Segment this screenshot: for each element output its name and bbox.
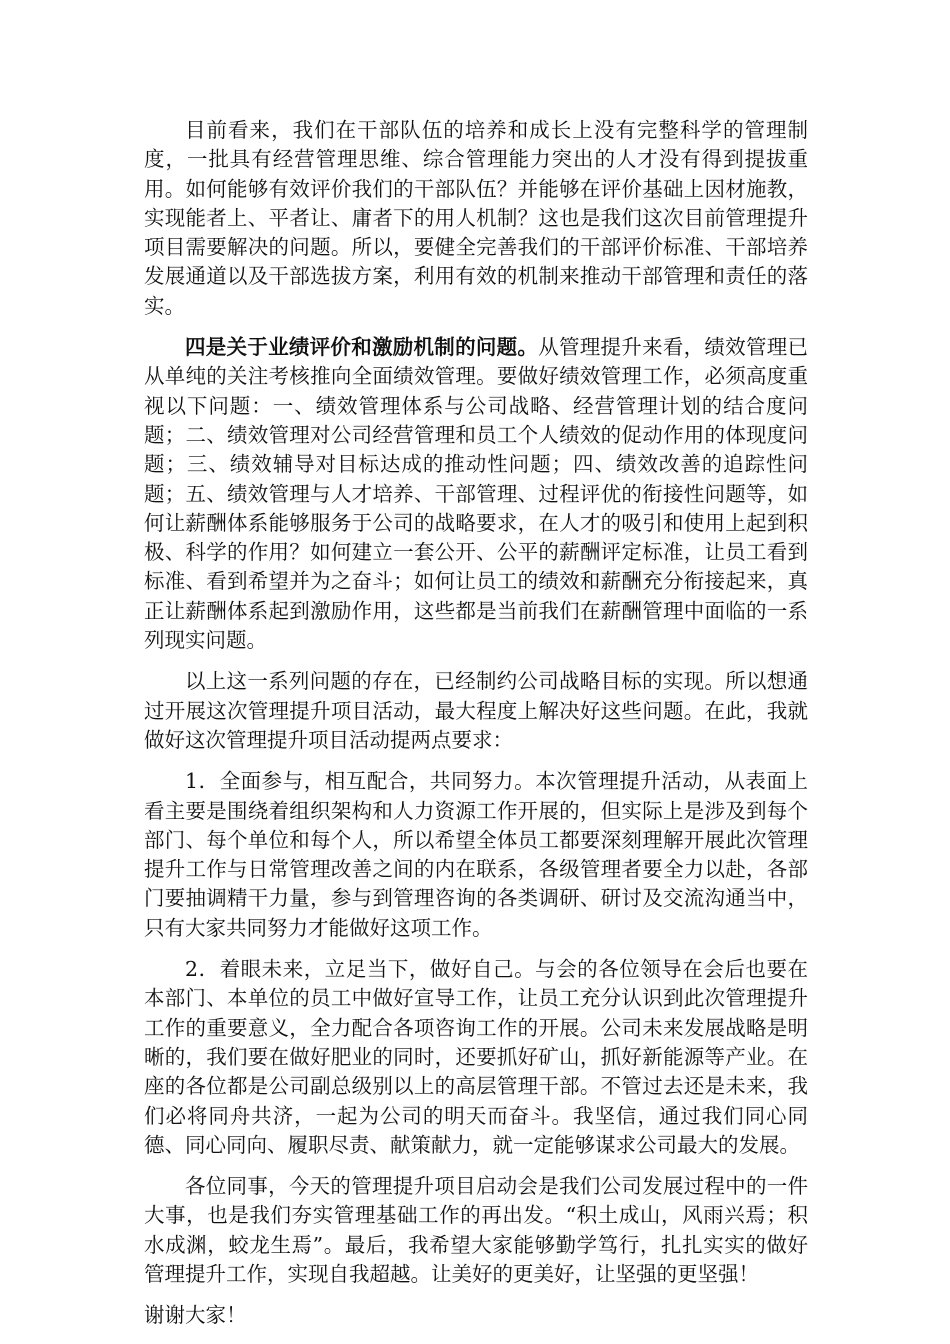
paragraph-requirement-2 bbox=[144, 955, 808, 1160]
paragraph-requirement-1 bbox=[144, 767, 808, 943]
paragraph-requirements-intro bbox=[144, 667, 808, 755]
document-body bbox=[144, 116, 808, 1343]
paragraph-cadre-management bbox=[144, 116, 808, 321]
paragraph-text: 1．全面参与，相互配合，共同努力。本次管理提升活动，从表面上看主要是围绕着组织架构和人力资源工作开展的，但实际上是涉及到每个部门、每个单位和每个人，所以希望全体员工都要深刻理解开展此次管理提升工作与日常管理改善之间的内在联系，各级管理者要全力以赴，各部门要抽调精干力量，参与到管理咨询的各类调研、研讨及交流沟通当中，只有大家共同努力才能做好这项工作。 bbox=[144, 769, 808, 940]
paragraph-thanks bbox=[144, 1301, 808, 1330]
paragraph-closing bbox=[144, 1172, 808, 1289]
paragraph-text: 2．着眼未来，立足当下，做好自己。与会的各位领导在会后也要在本部门、本单位的员工中做好宣导工作，让员工充分认识到此次管理提升工作的重要意义，全力配合各项咨询工作的开展。公司未来发展战略是明晰的，我们要在做好肥业的同时，还要抓好矿山，抓好新能源等产业。在座的各位都是公司副总级别以上的高层管理干部。不管过去还是未来，我们必将同舟共济，一起为公司的明天而奋斗。我坚信，通过我们同心同德、同心同向、履职尽责、献策献力，就一定能够谋求公司最大的发展。 bbox=[144, 957, 808, 1157]
paragraph-performance-incentive bbox=[144, 333, 808, 655]
paragraph-text: 以上这一系列问题的存在，已经制约公司战略目标的实现。所以想通过开展这次管理提升项目活动，最大程度上解决好这些问题。在此，我就做好这次管理提升项目活动提两点要求： bbox=[144, 669, 808, 752]
paragraph-text: 各位同事，今天的管理提升项目启动会是我们公司发展过程中的一件大事，也是我们夯实管理基础工作的再出发。“积土成山，风雨兴焉；积水成渊，蛟龙生焉”。最后，我希望大家能够勤学笃行，扎扎实实的做好管理提升工作，实现自我超越。让美好的更美好，让坚强的更坚强！ bbox=[144, 1174, 808, 1286]
paragraph-text: 从管理提升来看，绩效管理已从单纯的关注考核推向全面绩效管理。要做好绩效管理工作，必须高度重视以下问题：一、绩效管理体系与公司战略、经营管理计划的结合度问题；二、绩效管理对公司经营管理和员工个人绩效的促动作用的体现度问题；三、绩效辅导对目标达成的推动性问题；四、绩效改善的追踪性问题；五、绩效管理与人才培养、干部管理、过程评优的衔接性问题等，如何让薪酬体系能够服务于公司的战略要求，在人才的吸引和使用上起到积极、科学的作用？如何建立一套公开、公平的薪酬评定标准，让员工看到标准、看到希望并为之奋斗；如何让员工的绩效和薪酬充分衔接起来，真正让薪酬体系起到激励作用，这些都是当前我们在薪酬管理中面临的一系列现实问题。 bbox=[144, 335, 809, 653]
paragraph-text: 谢谢大家！ bbox=[144, 1303, 247, 1328]
paragraph-text: 目前看来，我们在干部队伍的培养和成长上没有完整科学的管理制度，一批具有经营管理思维、综合管理能力突出的人才没有得到提拔重用。如何能够有效评价我们的干部队伍？并能够在评价基础上因材施教，实现能者上、平者让、庸者下的用人机制？这也是我们这次目前管理提升项目需要解决的问题。所以，要健全完善我们的干部评价标准、干部培养发展通道以及干部选拔方案，利用有效的机制来推动干部管理和责任的落实。 bbox=[144, 118, 808, 318]
paragraph-heading: 四是关于业绩评价和激励机制的问题。 bbox=[185, 335, 539, 360]
